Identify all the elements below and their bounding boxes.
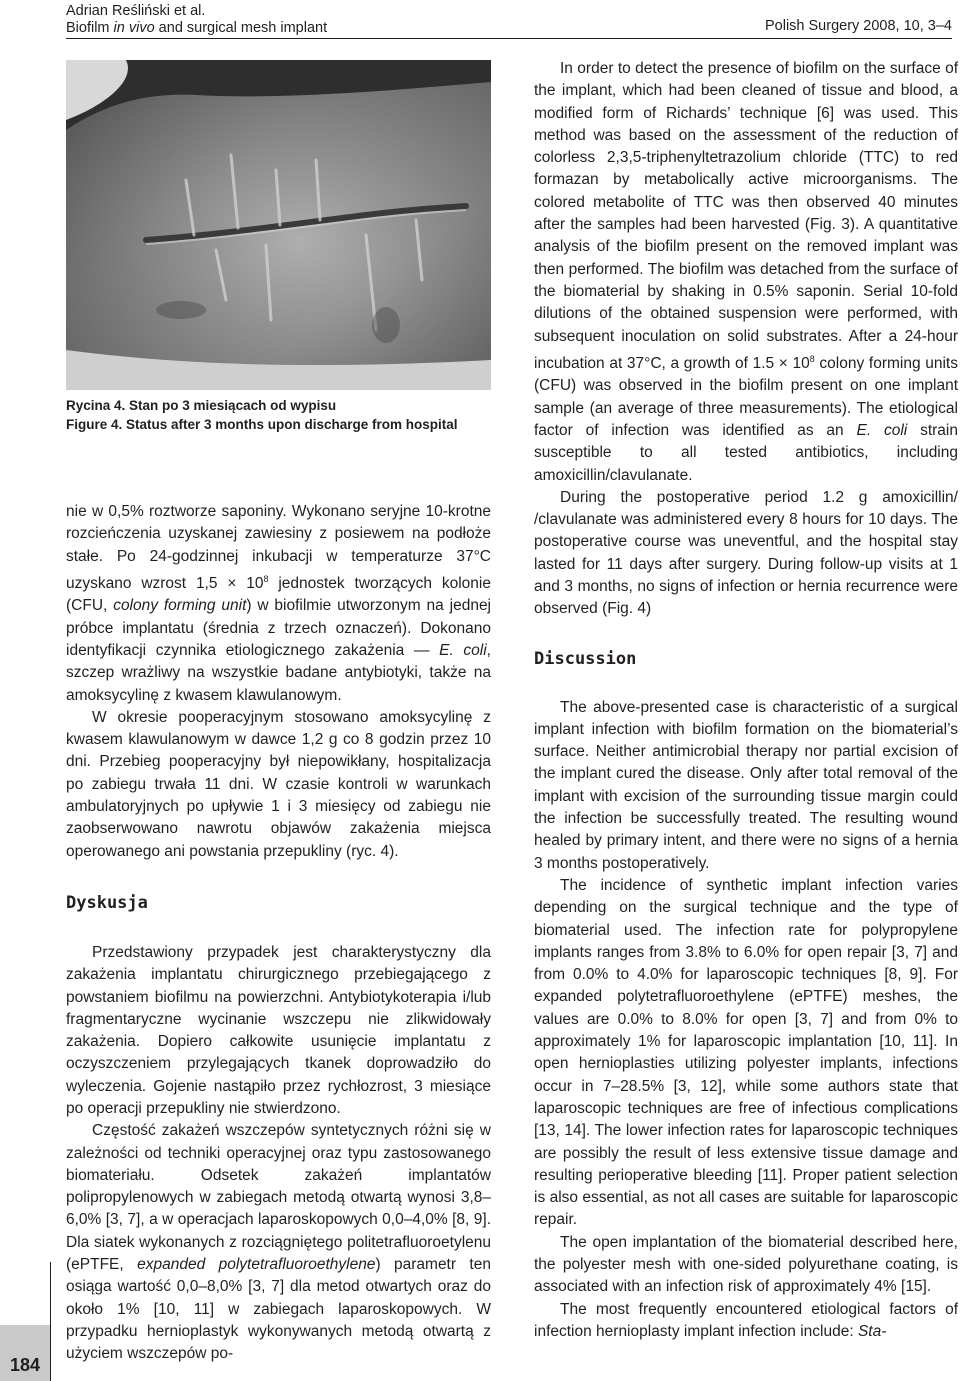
caption-en: Figure 4. Status after 3 months upon discharge from hospital — [66, 417, 458, 432]
figure-photo — [66, 60, 491, 390]
header-journal: Polish Surgery 2008, 10, 3–4 — [764, 18, 952, 34]
paragraph: In order to detect the presence of biofilm on the surface of the implant, which had been cleaned of tissue and blood, a modified form of Richards’ technique [6] was used. This method was based on the assessment of the reduction of colorless 2,3,5-triphenyltetrazolium chloride (TTC) to red formazan by metabolically active microorganisms. The colored metabolite of TTC was then observed 40 minutes after the samples had been harvested (Fig. 3). A quantitative analysis of the biofilm present on the removed implant was then performed. The biofilm was detached from the surface of the biomaterial by shaking in 0.5% saponin. Serial 10-fold dilutions of the obtained suspension were performed, with subsequent inoculation on solid substrates. After a 24-hour incubation at 37°C, a growth of $1.5 \times 10^8$ colony forming units (CFU) was observed in the biofilm present on one implant sample (an average of three measurements). The etiological factor of infection was identified as an E. coli strain susceptible to all tested antibiotics, including amoxicillin/clavulanate. — [534, 60, 958, 484]
header-authors: Adrian Reśliński et al. — [66, 3, 206, 19]
paragraph: The above-presented case is characteristic of a surgical implant infection with biofilm formation on the biomaterial’s surface. Neither antimicrobial therapy nor partial excision of the implant cured the disease. Only after total removal of the implant with excision of the surrounding tissue margin could the infection be successfully treated. The resulting wound healed by primary intent, and there were no signs of a hernia 3 months postoperatively. — [534, 698, 958, 872]
paragraph: nie w 0,5% roztworze saponiny. Wykonano seryjne 10-krotne rozcieńczenia uzyskanej zawiesiny z posiewem na podłoże stałe. Po 24-godzinnej inkubacji w temperaturze 37°C uzyskano wzrost $1,5 \times 10^8$ jednostek tworzących kolonie (CFU, colony forming unit) w biofilmie utworzonym na jednej próbce implantatu (średnia z trzech oznaczeń). Dokonano identyfikacji czynnika etiologicznego zakażenia — E. coli, szczep wrażliwy na wszystkie badane antybiotyki, także na amoksycylinę z kwasem klawulanowym. — [66, 503, 492, 704]
paragraph: The open implantation of the biomaterial described here, the polyester mesh with one-sided polyurethane coating, is associated with an infection risk of approximately 4% [15]. — [534, 1233, 958, 1296]
right-column — [534, 58, 958, 1343]
running-header — [66, 3, 327, 37]
header-divider — [66, 38, 952, 39]
abdomen-scar-photo — [66, 60, 491, 390]
figure-caption — [66, 396, 458, 434]
paragraph: W okresie pooperacyjnym stosowano amoksycylinę z kwasem klawulanowym w dawce 1,2 g co 8 godzin przez 10 dni. Przebieg pooperacyjny był niepowikłany, hospitalizacja po zabiegu trwała 11 dni. W czasie kontroli w warunkach ambulatoryjnych po upływie 1 i 3 miesięcy od zabiegu nie zaobserwowano nawrotu objawów zakażenia miejsca operowanego ani powstania przepukliny (ryc. 4). — [66, 708, 491, 860]
section-heading: Discussion — [534, 648, 637, 669]
paragraph: The most frequently encountered etiological factors of infection hernioplasty implant infection include: Sta- — [534, 1300, 958, 1340]
paragraph: Przedstawiony przypadek jest charakterystyczny dla zakażenia implantatu chirurgicznego przebiegającego z powstaniem biofilmu na powierzchni. Antybiotykoterapia i/lub fragmentaryczne wycinanie wszczepu nie zlikwidowały zakażenia. Dopiero całkowite usunięcie implantatu z oczyszczeniem przylegających tkanek doprowadziło do wyleczenia. Gojenie nastąpiło przez rychłozrost, 3 miesiące po operacji przepukliny nie stwierdzono. — [66, 943, 491, 1117]
left-column — [66, 501, 491, 1366]
paragraph: During the postoperative period 1.2 g amoxicillin/ /clavulanate was administered every 8 hours for 10 days. The postoperative course was uneventful, and the hospital stay lasted for 11 days after surgery. During follow-up visits at 1 and 3 months, no signs of infection or hernia recurrence were observed (Fig. 4) — [534, 488, 958, 618]
paragraph: Częstość zakażeń wszczepów syntetycznych różni się w zależności od techniki operacyjnej oraz typu zastosowanego biomateriału. Odsetek zakażeń implantatów polipropylenowych w zabiegach metodą otwartą wynosi 3,8–6,0% [3, 7], a w operacjach laparoskopowych 0,0–4,0% [8, 9]. Dla siatek wykonanych z rozciągniętego politetrafluoroetylenu (ePTFE, expanded polytetrafluoroethylene) parametr ten osiąga wartość 0,0–8,0% [3, 7] dla metod otwartych oraz do około 1% [10, 11] w zabiegach laparoskopowych. W przypadku hernioplastyk wykonywanych metodą otwartą z użyciem wszczepów po- — [66, 1122, 491, 1363]
page-number: 184 — [9, 1355, 41, 1375]
caption-pl: Rycina 4. Stan po 3 miesiącach od wypisu — [66, 398, 337, 413]
section-heading: Dyskusja — [66, 892, 148, 913]
paragraph: The incidence of synthetic implant infection varies depending on the surgical technique and the type of biomaterial used. The infection rate for polypropylene implants ranges from 3.8% to 6.0% for open repair [3, 7] and from 0.0% to 4.0% for laparoscopic techniques [8, 9]. For expanded polytetrafluoroethylene (ePTFE) meshes, the values are 0.0% to 8.0% for open [3, 7] and from 0% to approximately 1% for laparoscopic implantation [10, 11]. In open hernioplasties utilizing polyester implants, infections occur in 7–28.5% [3, 12], while some authors state that laparoscopic techniques are free of infectious complications [13, 14]. The lower infection rates for laparoscopic techniques are possibly the result of less extensive tissue damage and resulting perioperative bleeding [11]. Proper patient selection is also essential, as not all cases are suitable for laparoscopic repair. — [534, 876, 958, 1229]
margin-rule — [50, 1262, 51, 1381]
header-title: Biofilm in vivo and surgical mesh implant — [66, 20, 328, 36]
